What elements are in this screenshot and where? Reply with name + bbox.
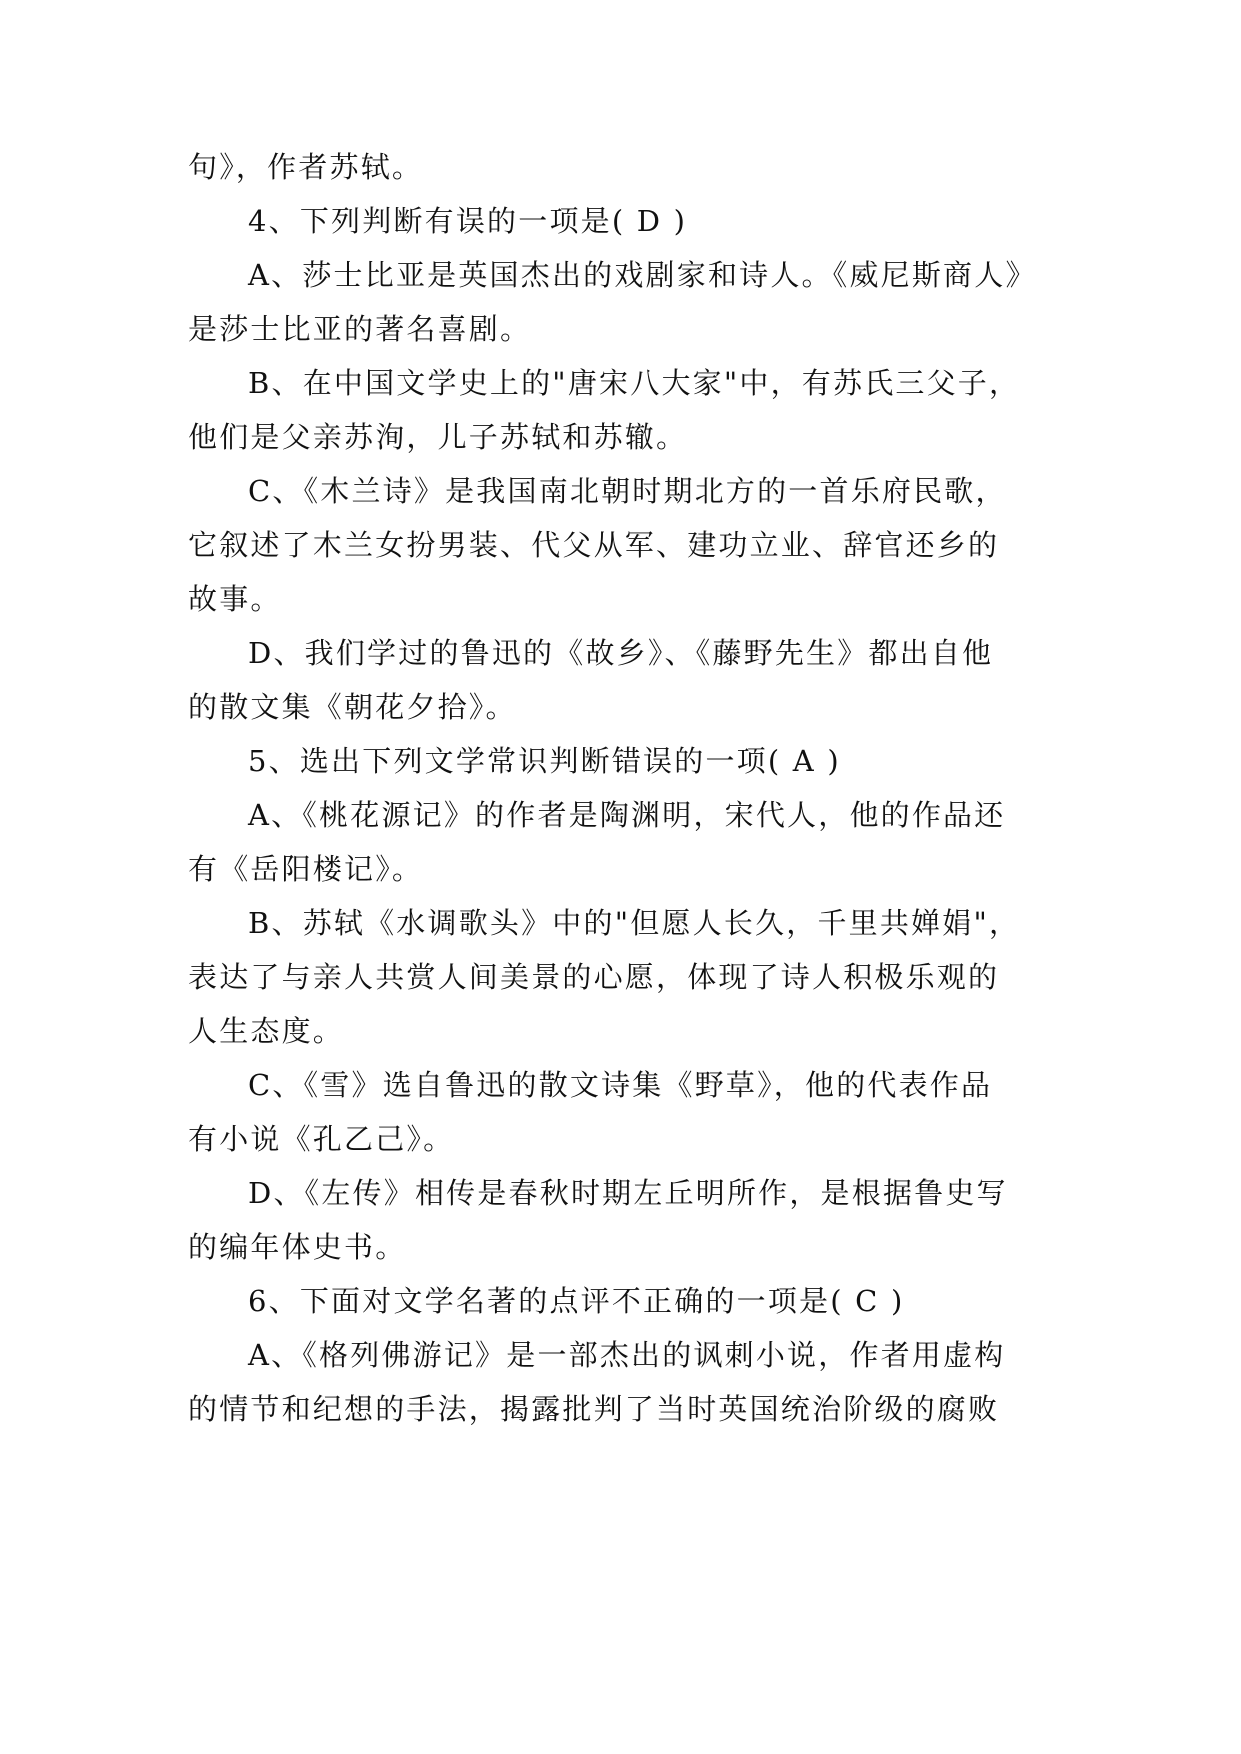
option-5a: A、《桃花源记》的作者是陶渊明，宋代人，他的作品还 <box>248 798 1006 832</box>
question-4: 4、下列判断有误的一项是( D ) <box>248 204 688 238</box>
option-5d: D、《左传》相传是春秋时期左丘明所作，是根据鲁史写 <box>248 1176 1008 1210</box>
text-line: 表达了与亲人共赏人间美景的心愿，体现了诗人积极乐观的 <box>188 960 1000 994</box>
text-line: 有《岳阳楼记》。 <box>188 852 424 886</box>
option-4d: D、我们学过的鲁迅的《故乡》、《藤野先生》都出自他 <box>248 636 994 670</box>
text-line: 的散文集《朝花夕拾》。 <box>188 690 517 724</box>
text-line: 人生态度。 <box>188 1014 345 1048</box>
option-5c: C、《雪》选自鲁迅的散文诗集《野草》，他的代表作品 <box>248 1068 993 1102</box>
text-line: 的编年体史书。 <box>188 1230 407 1264</box>
text-line: 的情节和纪想的手法，揭露批判了当时英国统治阶级的腐败 <box>188 1392 1000 1426</box>
option-4a: A、莎士比亚是英国杰出的戏剧家和诗人。《威尼斯商人》 <box>248 258 1037 292</box>
question-6: 6、下面对文学名著的点评不正确的一项是( C ) <box>248 1284 905 1318</box>
text-line: 句》，作者苏轼。 <box>188 150 424 184</box>
text-line: 他们是父亲苏洵，儿子苏轼和苏辙。 <box>188 420 688 454</box>
option-4c: C、《木兰诗》是我国南北朝时期北方的一首乐府民歌， <box>248 474 1007 508</box>
text-line: 它叙述了木兰女扮男装、代父从军、建功立业、辞官还乡的 <box>188 528 1000 562</box>
text-line: 故事。 <box>188 582 282 616</box>
text-line: 有小说《孔乙己》。 <box>188 1122 455 1156</box>
option-6a: A、《格列佛游记》是一部杰出的讽刺小说，作者用虚构 <box>248 1338 1006 1372</box>
text-line: 是莎士比亚的著名喜剧。 <box>188 312 532 346</box>
question-5: 5、选出下列文学常识判断错误的一项( A ) <box>248 744 841 778</box>
option-4b: B、在中国文学史上的"唐宋八大家"中，有苏氏三父子， <box>248 366 1021 400</box>
option-5b: B、苏轼《水调歌头》中的"但愿人长久，千里共婵娟"， <box>248 906 1021 940</box>
